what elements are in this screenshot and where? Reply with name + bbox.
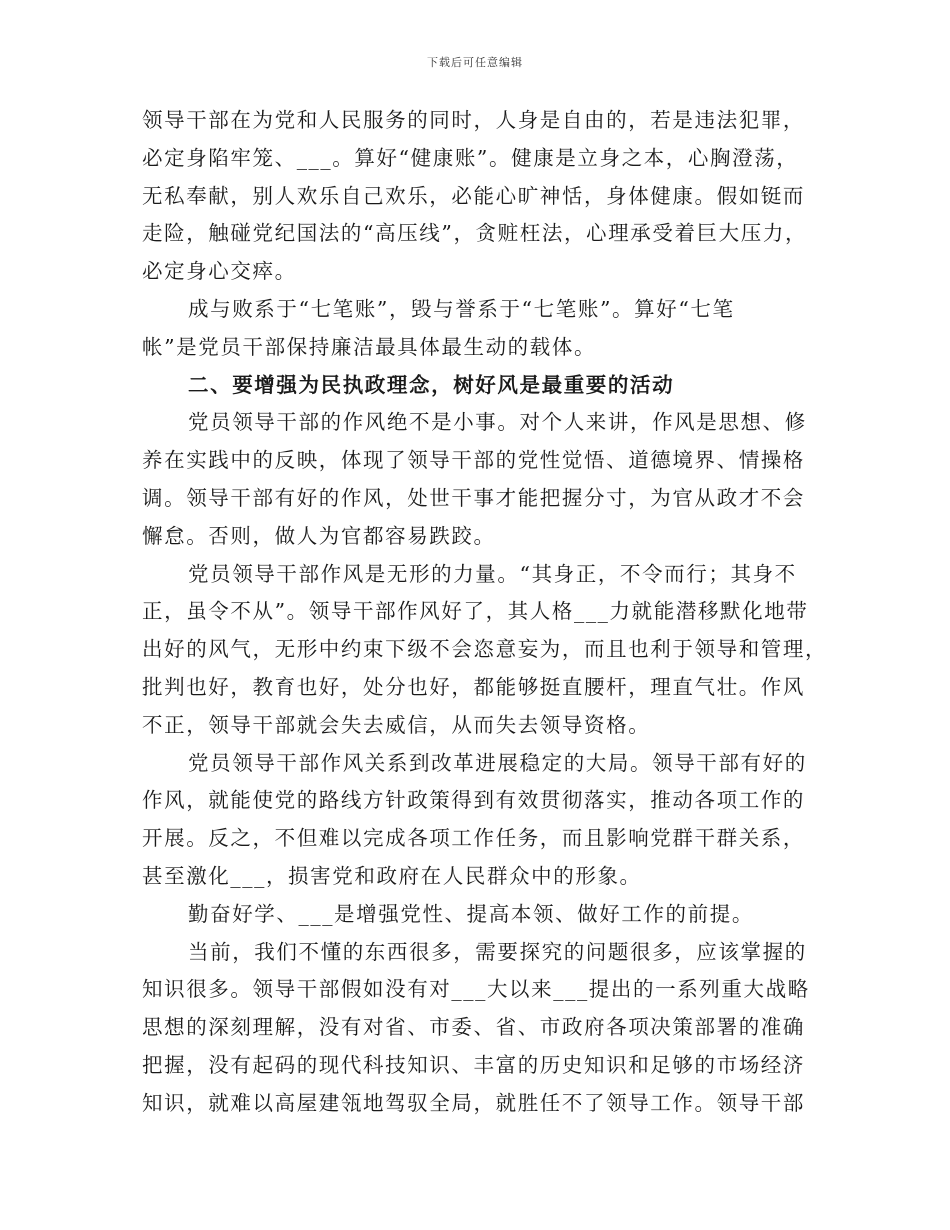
text-line: 开展。反之，不但难以完成各项工作任务，而且影响党群干群关系， bbox=[142, 826, 805, 851]
text-line: 把握，没有起码的现代科技知识、丰富的历史知识和足够的市场经济 bbox=[142, 1052, 805, 1077]
text-line: 知识，就难以高屋建瓴地驾驭全局，就胜任不了领导工作。领导干部 bbox=[142, 1090, 805, 1115]
text-line: 调。领导干部有好的作风，处世干事才能把握分寸，为官从政才不会 bbox=[142, 485, 805, 510]
text-line: 甚至激化___，损害党和政府在人民群众中的形象。 bbox=[142, 863, 642, 888]
text-line: 党员领导干部的作风绝不是小事。对个人来讲，作风是思想、修 bbox=[188, 410, 807, 435]
text-line: 出好的风气，无形中约束下级不会恣意妄为，而且也利于领导和管理， bbox=[142, 637, 828, 662]
text-line: 必定身陷牢笼、___。算好“健康账”。健康是立身之本，心胸澄荡， bbox=[142, 145, 799, 170]
document-body bbox=[142, 102, 828, 1123]
text-line: 不正，领导干部就会失去威信，从而失去领导资格。 bbox=[142, 712, 651, 737]
text-line: 成与败系于“七笔账”，毁与誉系于“七笔账”。算好“七笔 bbox=[188, 296, 735, 321]
text-line: 帐”是党员干部保持廉洁最具体最生动的载体。 bbox=[142, 334, 597, 359]
paragraph bbox=[142, 404, 814, 555]
paragraph bbox=[142, 291, 814, 367]
text-line: 批判也好，教育也好，处分也好，都能够挺直腰杆，理直气壮。作风 bbox=[142, 674, 805, 699]
text-line: 懈怠。否则，做人为官都容易跌跤。 bbox=[142, 523, 496, 548]
text-line: 养在实践中的反映，体现了领导干部的党性觉悟、道德境界、情操格 bbox=[142, 448, 805, 473]
section-heading bbox=[142, 367, 814, 405]
text-line: 无私奉献，别人欢乐自己欢乐，必能心旷神恬，身体健康。假如铤而 bbox=[142, 183, 805, 208]
text-line: 知识很多。领导干部假如没有对___大以来___提出的一系列重大战略 bbox=[142, 977, 810, 1002]
text-line: 作风，就能使党的路线方针政策得到有效贯彻落实，推动各项工作的 bbox=[142, 788, 805, 813]
paragraph bbox=[142, 102, 814, 291]
text-line: 正，虽令不从”。领导干部作风好了，其人格___力就能潜移默化地带 bbox=[142, 599, 809, 624]
text-line: 走险，触碰党纪国法的“高压线”，贪赃枉法，心理承受着巨大压力， bbox=[142, 221, 808, 246]
text-line: 必定身心交瘁。 bbox=[142, 259, 297, 284]
text-line: 勤奋好学、___是增强党性、提高本领、做好工作的前提。 bbox=[188, 901, 754, 926]
section-heading-text: 二、要增强为民执政理念，树好风是最重要的活动 bbox=[188, 372, 675, 397]
paragraph bbox=[142, 896, 814, 934]
paragraph bbox=[142, 556, 828, 745]
text-line: 党员领导干部作风是无形的力量。“其身正，不令而行；其身不 bbox=[188, 561, 797, 586]
text-line: 当前，我们不懂的东西很多，需要探究的问题很多，应该掌握的 bbox=[188, 939, 807, 964]
paragraph bbox=[142, 745, 814, 896]
page-header: 下载后可任意编辑 bbox=[427, 56, 523, 69]
text-line: 思想的深刻理解，没有对省、市委、省、市政府各项决策部署的准确 bbox=[142, 1015, 805, 1040]
text-line: 领导干部在为党和人民服务的同时，人身是自由的，若是违法犯罪， bbox=[142, 108, 805, 132]
paragraph bbox=[142, 934, 814, 1123]
text-line: 党员领导干部作风关系到改革进展稳定的大局。领导干部有好的 bbox=[188, 750, 807, 775]
